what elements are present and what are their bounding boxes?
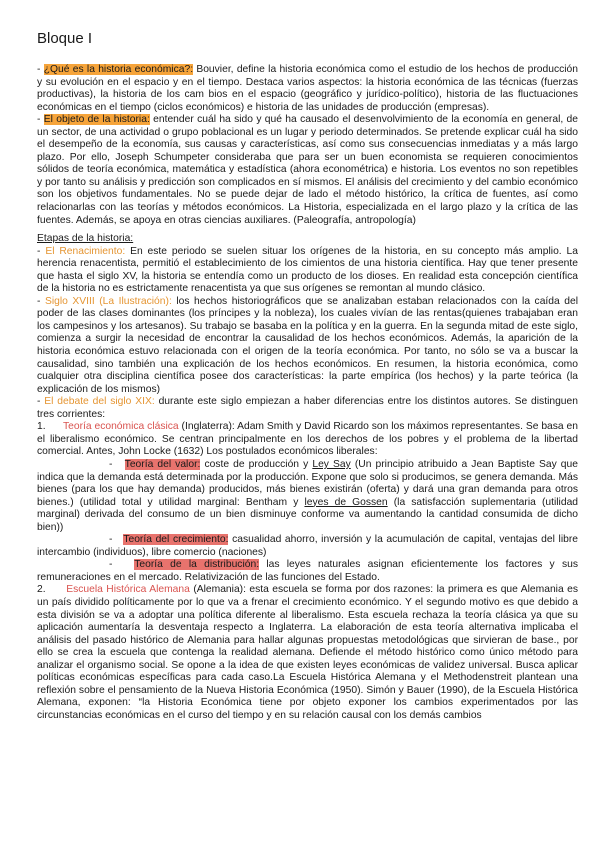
colored-heading: El Renacimiento: [45,245,126,257]
paragraph-text: coste de producción y [200,458,313,470]
paragraph-text: los hechos historiográficos que se analizaban estaban relacionados con la caída del poder de las clases dominantes (los príncipes y la nobleza), los cuales vivían de las rentas(quienes trabajaban eran los campesinos y los artesanos). Su trabajo se basaba en la política y en la guerra. En la segunda mitad de este siglo, comienza a surgir la necesidad de encontrar la causalidad de los hechos económicos. Además, la aparición de la historia económica estuvo relacionada con el origen de la teoría económica. Por tanto, no sólo se va a buscar la causalidad, sino también una explicación de los hechos económicos. En resumen, la historia económica, como cualquier otra disciplina científica posee dos características: la parte empírica (los hechos) y la parte teórica (la explicación de los mismos) [37,295,579,395]
colored-heading: Siglo XVIII (La Ilustración): [44,295,172,307]
colored-heading: El debate del siglo XIX: [44,396,155,408]
paragraph-text: entender cuál ha sido y qué ha causado el desenvolvimiento de la economía en general, de un sector, de una actividad o grupo poblacional es un lugar y periodo determinados. Se pretende explicar cuál ha sido el desempeño de la economía, sus causas y características, así como sus consecuencias inmediatas y a más largo plazo. Por ello, Joseph Schumpeter consideraba que para ser un buen economista se requieren conocimientos sólidos de teoría económica, matemática y estadística (ahora econométrica) e historia. Los eventos no son repetibles y por tanto su análisis y predicción son complicados en sí mismos. El análisis del crecimiento y del cambio económico son los objetivos fundamentales. No se puede dejar de lado el método histórico, la crítica de fuentes, así como relacionarlas con las teorías y métodos económicos. La Historia, especializada en el largo plazo y la crítica de las fuentes. Además, se apoya en otras ciencias auxiliares. (Paleografía, antropología) [37,114,578,226]
page-title: Bloque I [37,30,93,47]
highlighted-heading: Teoría de la distribución: [134,559,260,571]
paragraph-text: (Un principio atribuido a Jean Baptiste Say que indica que la demanda está determinada por la producción. Expone que solo si producimos, se genera demanda. Más bienes (para los que hay demanda) producidos, más bienes existirán (oferta) y dará una gran demanda para otros bienes.) (utilidad total y utilidad marginal: Bentham y [37,458,578,508]
list-number: 2. [37,584,46,596]
paragraph-renacimiento [37,246,578,296]
paragraph-text: durante este siglo empiezan a haber diferencias entre los distintos autores. Se distinguen tres corrientes: [37,396,578,420]
paragraph-text: Bouvier, define la historia económica como el estudio de los hechos de producción y su evolución en el espacio y en el tiempo. Destaca varios aspectos: la historia económica de las técnicas (fuerzas productivas), la historia de los cam bios en el espacio (geográfico y jurídico-político), historia de las fluctuaciones económicas en el tiempo (ciclos económicos) e historia de las unidades de producción (empresas). [37,64,578,113]
paragraph-text: (Alemania): esta escuela se forma por dos razones: la primera es que Alemania es un país dividido políticamente por lo que va a frenar el crecimiento económico. Y el segundo motivo es que debido a esta división se va a adoptar una política diferente al liberalismo. Esta escuela rechaza la teoría clásica ya que su aplicación aumentaría la desventaja respecto a Inglaterra. La elaboración de esta teoría alternativa implicaba el análisis del pasado histórico de Alemania para hallar algunas propuestas metodológicas que sirvieran de base., por ello se crea la escuela que contenga la realidad alemana. Defiende el método histórico como único método para analizar el organismo social. Se opone a la idea de que existen leyes económicas de validez universal. Busca aplicar políticas económicas específicas para cada caso.La Escuela Histórica Alemana y el Methodenstreit plantean una reflexión sobre el pensamiento de la Nueva Historia Económica (1950). Simón y Bauer (1990), de la Escuela Histórica Alemana, exponen: “la Historia Económica tiene por objeto exponer los cambios experimentados por las circunstancias económicas en el curso del tiempo y en su relación causal con los demás cambios [37,584,578,721]
bullet-marker: - [109,458,113,470]
underlined-term: Ley Say [312,458,351,470]
bullet-marker: - [37,245,46,257]
paragraph-siglo-xix [37,396,578,421]
colored-heading: Teoría económica clásica [62,421,179,433]
underlined-term: leyes de Gossen [304,496,388,508]
paragraph-text: En este periodo se suelen situar los orígenes de la historia, en su concepto más amplio. La herencia renacentista, permitió el establecimiento de los cimientos de una historia científica. Hay que tener presente que hasta el siglo XV, la historia se entendía como un producto de los dioses. En realidad esta concepción científica de la historia no es estrictamente renacentista ya que sus orígenes se remontan al mundo clásico. [37,245,578,295]
highlighted-heading: ¿Qué es la historia económica?: [43,64,194,75]
section-heading-etapas [37,233,578,246]
sub-item-crecimiento [37,534,578,559]
highlighted-heading: El objeto de la historia: [43,114,150,126]
bullet-marker: - [109,559,113,571]
list-item-alemana [37,584,578,722]
list-item-clasica [37,421,578,459]
paragraph-text: (Inglaterra): Adam Smith y David Ricardo son los máximos representantes. Se basa en el liberalismo económico. Se centran principalmente en los derechos de los pobres y el problema de la libertad comercial. Antes, John Locke (1632) Los postulados económicos liberales: [37,421,578,458]
list-number: 1. [37,421,46,433]
sub-item-distribucion [37,559,578,584]
bullet-marker: - [37,64,44,75]
bullet-marker: - [109,534,113,546]
sub-item-valor [37,459,578,534]
bullet-marker: - [37,114,44,126]
highlighted-heading: Teoría del valor: [124,458,201,470]
bullet-marker: - [37,295,45,307]
underlined-heading: Etapas de la historia: [37,233,134,245]
bullet-marker: - [37,396,45,408]
paragraph-que-es [37,64,578,114]
paragraph-text: casualidad ahorro, inversión y la acumulación de capital, ventajas del libre intercambio (individuos), libre comercio (naciones) [37,534,578,558]
paragraph-text: las leyes naturales asignan eficientemente los factores y sus remuneraciones en el mercado. Relativización de las funciones del Estado. [37,559,578,583]
highlighted-heading: Teoría del crecimiento: [123,534,229,546]
paragraph-objeto [37,114,578,227]
paragraph-text: (la satisfacción suplementaria (utilidad marginal) derivada del consumo de un bien disminuye conforme va aumentando la cantidad consumida de dicho bien)) [37,496,579,533]
paragraph-siglo-xviii [37,296,578,396]
colored-heading: Escuela Histórica Alemana [66,584,190,596]
